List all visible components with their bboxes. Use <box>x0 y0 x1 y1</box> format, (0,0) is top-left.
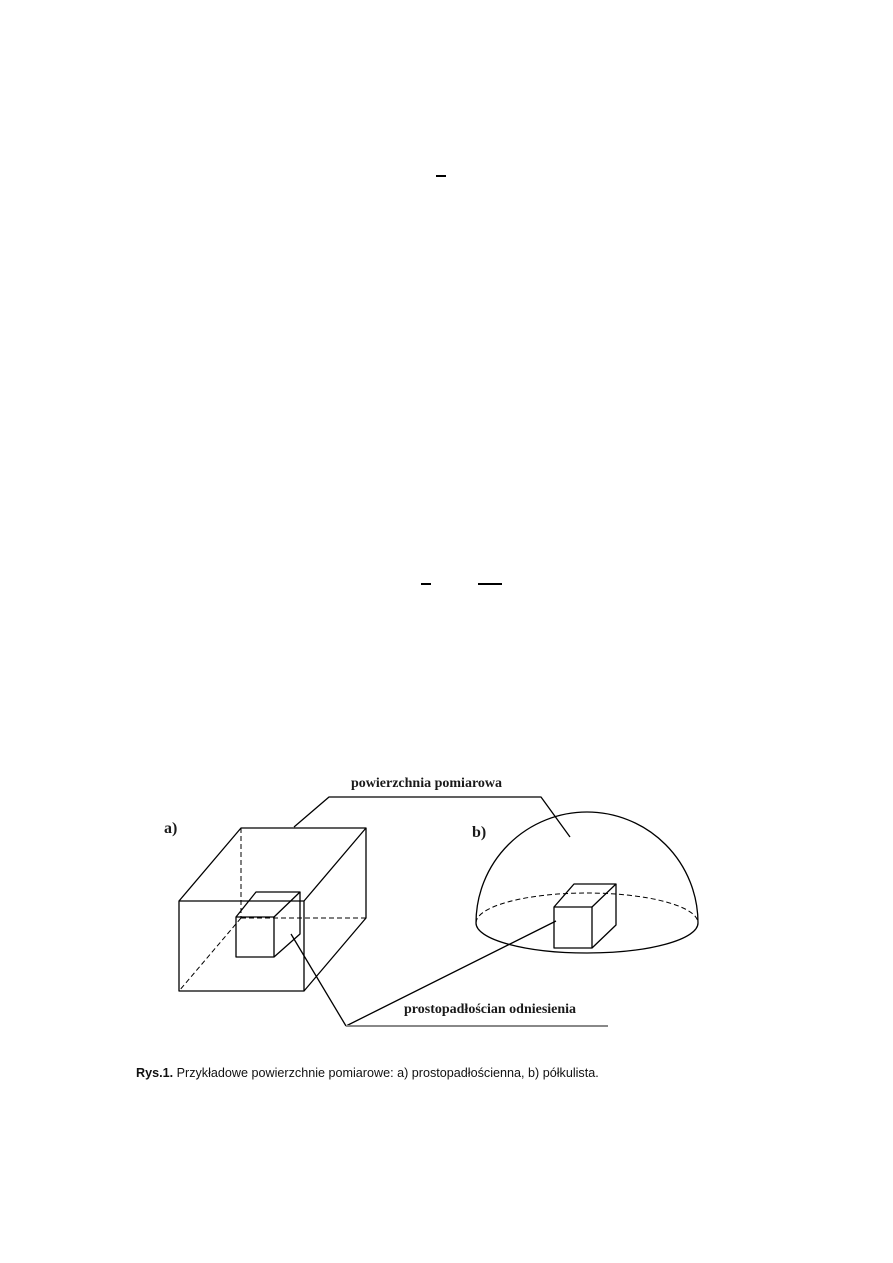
label-panel-b: b) <box>472 824 487 841</box>
caption-text: Przykładowe powierzchnie pomiarowe: a) prostopadłościenna, b) półkulista. <box>173 1066 599 1080</box>
label-measurement-surface: powierzchnia pomiarowa <box>351 776 503 791</box>
leader-surface <box>294 797 570 837</box>
cuboid-top-face <box>179 828 366 901</box>
fraction-bar <box>421 583 431 585</box>
cuboid-front-face <box>179 901 304 991</box>
caption-prefix: Rys.1. <box>136 1066 174 1080</box>
reference-box-a <box>236 892 300 957</box>
fraction-bar <box>436 175 446 177</box>
figure-caption <box>136 1066 740 1080</box>
hemisphere-back-rim <box>476 893 698 923</box>
label-reference-box: prostopadłościan odniesienia <box>404 1002 577 1017</box>
cuboid-hidden-edges <box>179 828 366 991</box>
cuboid-measurement-surface <box>179 828 366 991</box>
figure-measurement-surfaces <box>136 752 740 1096</box>
cuboid-right-face <box>304 828 366 991</box>
hemisphere-measurement-surface <box>476 812 698 953</box>
fraction-bar <box>478 583 502 585</box>
hemisphere-dome <box>476 812 698 923</box>
label-panel-a: a) <box>164 820 178 837</box>
